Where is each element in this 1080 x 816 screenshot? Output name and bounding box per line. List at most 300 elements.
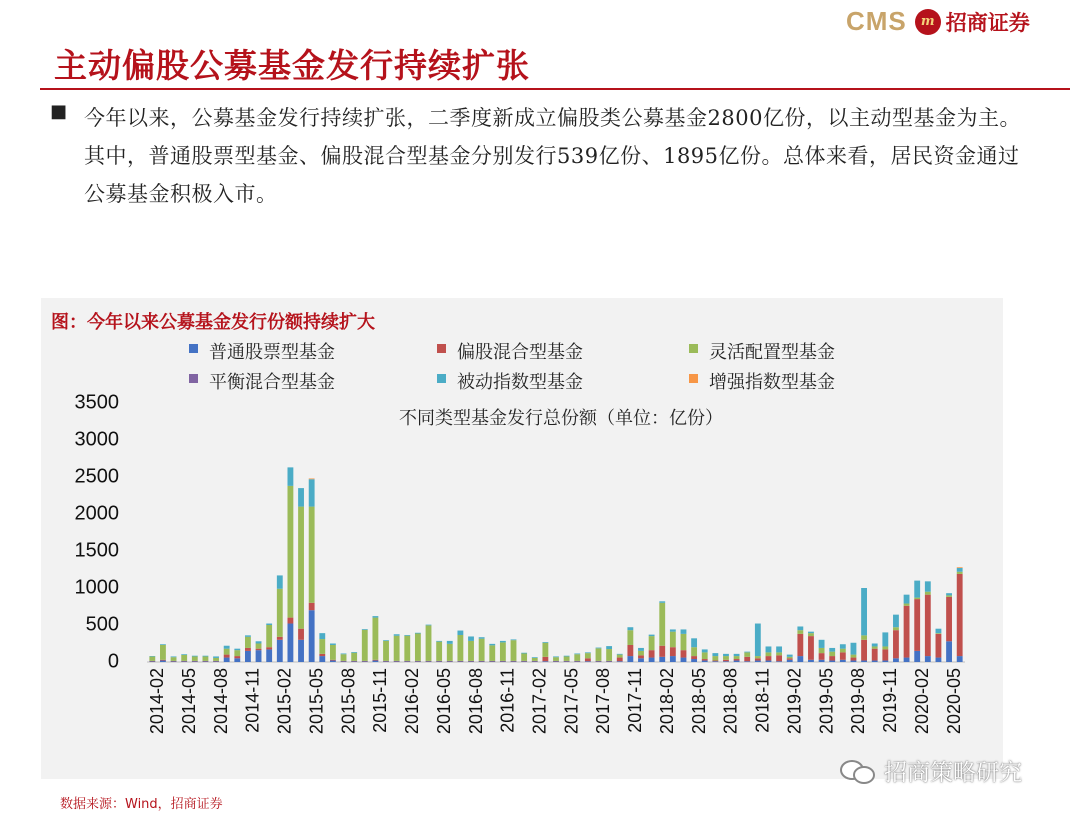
bar-segment	[893, 615, 899, 628]
bar-segment	[372, 660, 378, 661]
bar-segment	[447, 661, 453, 662]
bar-segment	[181, 661, 187, 662]
bar-segment	[957, 572, 963, 574]
bar-segment	[245, 651, 251, 662]
bar-segment	[500, 641, 506, 642]
bar-segment	[415, 634, 421, 661]
bar-segment	[341, 654, 347, 661]
bar-segment	[734, 661, 740, 662]
bar-segment	[702, 649, 708, 652]
legend-label: 被动指数型基金	[457, 372, 583, 393]
bar-segment	[936, 629, 942, 633]
bar-segment	[426, 661, 432, 662]
x-tick-label: 2017-02	[529, 668, 550, 735]
bar-segment	[787, 657, 793, 658]
x-tick-label: 2015-02	[274, 668, 295, 735]
x-tick-label: 2018-11	[752, 668, 773, 733]
bar-segment	[277, 637, 283, 640]
bar-segment	[489, 661, 495, 662]
bar-segment	[712, 661, 718, 662]
bar-segment	[617, 661, 623, 662]
bar-segment	[436, 642, 442, 661]
bar-segment	[362, 661, 368, 662]
x-tick-label: 2016-02	[402, 668, 423, 735]
legend-swatch	[689, 374, 698, 383]
bar-segment	[542, 657, 548, 661]
bar-segment	[617, 658, 623, 662]
bar-segment	[585, 658, 591, 661]
bar-segment	[723, 656, 729, 660]
bar-segment	[203, 656, 209, 657]
bar-segment	[744, 657, 750, 661]
bar-segment	[521, 661, 527, 662]
bar-segment	[670, 632, 676, 648]
bar-segment	[287, 624, 293, 662]
bar-segment	[840, 652, 846, 659]
bar-segment	[808, 660, 814, 662]
x-tick-label: 2016-08	[465, 668, 486, 735]
bar-segment	[181, 654, 187, 655]
bar-segment	[160, 661, 166, 662]
bar-segment	[192, 656, 198, 657]
bar-segment	[904, 595, 910, 604]
bar-segment	[436, 641, 442, 642]
bar-segment	[277, 589, 283, 637]
bar-segment	[234, 658, 240, 662]
bar-segment	[925, 595, 931, 656]
watermark	[840, 754, 1022, 787]
bar-segment	[797, 626, 803, 630]
bar-segment	[638, 651, 644, 655]
bar-segment	[426, 625, 432, 661]
bar-segment	[691, 656, 697, 659]
bar-segment	[553, 661, 559, 662]
bar-segment	[394, 634, 400, 635]
bar-segment	[404, 661, 410, 662]
bar-segment	[872, 649, 878, 661]
summary-bullet	[50, 99, 1025, 213]
bar-segment	[808, 636, 814, 660]
bar-segment	[266, 647, 272, 649]
bar-segment	[893, 658, 899, 662]
bar-segment	[500, 642, 506, 661]
bar-segment	[904, 606, 910, 658]
x-tick-label: 2020-02	[911, 668, 932, 735]
bar-segment	[734, 656, 740, 659]
bar-segment	[447, 644, 453, 661]
bar-segment	[702, 661, 708, 662]
bar-segment	[914, 651, 920, 662]
bar-segment	[479, 661, 485, 662]
bar-segment	[319, 639, 325, 654]
bar-segment	[872, 661, 878, 662]
bar-segment	[744, 652, 750, 656]
bar-segment	[383, 640, 389, 641]
bar-segment	[542, 661, 548, 662]
bar-segment	[691, 638, 697, 647]
bar-segment	[457, 661, 463, 662]
bar-segment	[256, 650, 262, 662]
bar-segment	[585, 653, 591, 658]
bar-segment	[649, 635, 655, 636]
bar-segment	[861, 661, 867, 662]
bar-segment	[256, 644, 262, 649]
bar-segment	[787, 660, 793, 662]
bar-segment	[596, 661, 602, 662]
bar-segment	[457, 635, 463, 661]
bar-segment	[553, 656, 559, 657]
bar-segment	[882, 646, 888, 649]
bar-segment	[468, 636, 474, 640]
bar-segment	[925, 656, 931, 662]
bar-segment	[712, 656, 718, 660]
bar-segment	[330, 660, 336, 661]
bar-segment	[734, 659, 740, 660]
bar-segment	[574, 653, 580, 654]
bar-segment	[149, 656, 155, 657]
y-tick-label: 2500	[74, 465, 119, 488]
y-tick-label: 1500	[74, 539, 119, 562]
wechat-icon	[840, 758, 878, 784]
bar-segment	[287, 467, 293, 486]
bar-segment	[489, 644, 495, 645]
bar-segment	[351, 653, 357, 661]
bar-segment	[394, 661, 400, 662]
bar-segment	[797, 630, 803, 634]
bar-segment	[574, 661, 580, 662]
bar-segment	[532, 661, 538, 662]
bar-segment	[840, 649, 846, 653]
bar-segment	[649, 650, 655, 657]
bar-segment	[670, 656, 676, 662]
bar-segment	[415, 661, 421, 662]
bar-segment	[404, 635, 410, 636]
bar-segment	[511, 640, 517, 661]
bar-segment	[298, 629, 304, 640]
bar-segment	[606, 646, 612, 649]
legend-label: 灵活配置型基金	[709, 342, 835, 363]
legend-label: 偏股混合型基金	[457, 342, 583, 363]
bar-segment	[670, 629, 676, 631]
bar-segment	[659, 646, 665, 657]
bar-segment	[330, 644, 336, 645]
bar-segment	[532, 657, 538, 658]
bar-segment	[234, 649, 240, 650]
bar-segment	[277, 640, 283, 662]
bar-segment	[203, 661, 209, 662]
page-title: 主动偏股公募基金发行持续扩张	[54, 46, 530, 85]
bar-segment	[224, 649, 230, 655]
bar-segment	[946, 597, 952, 641]
bar-segment	[627, 645, 633, 656]
bar-segment	[627, 627, 633, 630]
bar-segment	[819, 640, 825, 648]
bar-segment	[309, 479, 315, 506]
legend-label: 平衡混合型基金	[209, 372, 335, 393]
bar-segment	[776, 646, 782, 652]
bar-segment	[904, 604, 910, 606]
bar-segment	[925, 592, 931, 595]
y-tick-label: 1000	[74, 576, 119, 599]
bar-segment	[341, 661, 347, 662]
bar-segment	[776, 661, 782, 662]
legend-swatch	[437, 344, 446, 353]
bar-segment	[691, 647, 697, 656]
bar-segment	[521, 653, 527, 660]
bar-segment	[298, 507, 304, 629]
legend-label: 普通股票型基金	[209, 342, 335, 363]
summary-text: 今年以来，公募基金发行持续扩张，二季度新成立偏股类公募基金2800亿份，以主动型基金为主。其中，普通股票型基金、偏股混合型基金分别发行539亿份、1895亿份。总体来看，居民资金通过公募基金积极入市。	[84, 106, 1021, 206]
bar-segment	[861, 640, 867, 661]
stacked-bar-chart	[41, 298, 1003, 779]
bar-segment	[585, 661, 591, 662]
bar-segment	[372, 661, 378, 662]
bar-segment	[829, 652, 835, 656]
bar-segment	[766, 661, 772, 662]
bar-segment	[787, 655, 793, 657]
bar-segment	[149, 656, 155, 660]
bar-segment	[946, 595, 952, 596]
bar-segment	[681, 634, 687, 650]
x-tick-label: 2019-05	[816, 668, 837, 735]
bar-segment	[893, 630, 899, 658]
bar-segment	[840, 660, 846, 662]
bar-segment	[606, 649, 612, 661]
chart-subtitle: 不同类型基金发行总份额（单位：亿份）	[399, 408, 723, 429]
bar-segment	[691, 659, 697, 662]
legend-swatch	[437, 374, 446, 383]
bar-segment	[298, 640, 304, 662]
bar-segment	[627, 630, 633, 645]
bar-segment	[755, 658, 761, 660]
bar-segment	[829, 661, 835, 662]
x-tick-label: 2016-11	[497, 668, 518, 733]
square-bullet-icon: ■	[50, 101, 68, 122]
bar-segment	[882, 661, 888, 662]
bar-segment	[766, 646, 772, 652]
bar-segment	[829, 648, 835, 652]
brand-logo	[846, 6, 1030, 37]
bar-segment	[904, 658, 910, 662]
x-tick-label: 2017-05	[561, 668, 582, 735]
logo-mark-icon: m	[915, 9, 941, 35]
bar-segment	[936, 633, 942, 634]
legend-swatch	[689, 344, 698, 353]
bar-segment	[957, 567, 963, 568]
bar-segment	[479, 637, 485, 638]
bar-segment	[203, 656, 209, 660]
x-tick-label: 2014-11	[242, 668, 263, 733]
bar-segment	[309, 603, 315, 610]
bar-segment	[585, 652, 591, 653]
bar-segment	[681, 629, 687, 633]
bar-segment	[224, 646, 230, 649]
bar-segment	[819, 648, 825, 653]
bar-segment	[882, 632, 888, 646]
bar-segment	[787, 658, 793, 659]
bar-segment	[309, 507, 315, 603]
bar-segment	[234, 650, 240, 656]
x-tick-label: 2016-05	[433, 668, 454, 735]
bar-segment	[245, 637, 251, 648]
bar-segment	[638, 658, 644, 662]
bar-segment	[723, 654, 729, 656]
bar-segment	[574, 654, 580, 661]
bar-segment	[468, 641, 474, 661]
legend-label: 增强指数型基金	[709, 372, 835, 393]
bar-segment	[351, 652, 357, 653]
bar-segment	[394, 636, 400, 661]
bar-segment	[287, 618, 293, 624]
bar-segment	[171, 661, 177, 662]
bar-segment	[872, 646, 878, 648]
bar-segment	[266, 624, 272, 625]
data-source: 数据来源：Wind，招商证券	[60, 797, 223, 812]
bar-segment	[319, 656, 325, 662]
bar-segment	[702, 659, 708, 660]
bar-segment	[277, 575, 283, 588]
legend-swatch	[189, 374, 198, 383]
title-divider	[40, 88, 1070, 90]
bar-segment	[351, 661, 357, 662]
bar-segment	[946, 641, 952, 662]
bar-segment	[266, 649, 272, 662]
bar-segment	[744, 652, 750, 653]
bar-segment	[914, 598, 920, 599]
bar-segment	[861, 588, 867, 635]
bar-segment	[851, 661, 857, 662]
bar-segment	[829, 656, 835, 660]
bar-segment	[564, 661, 570, 662]
bar-segment	[766, 652, 772, 656]
x-tick-label: 2019-08	[848, 668, 869, 735]
bar-segment	[840, 644, 846, 648]
bar-segment	[936, 658, 942, 662]
bar-segment	[744, 661, 750, 662]
bar-segment	[776, 652, 782, 655]
bar-segment	[224, 655, 230, 658]
x-tick-label: 2020-05	[943, 668, 964, 735]
bar-segment	[192, 656, 198, 660]
bar-segment	[596, 648, 602, 661]
bar-segment	[596, 648, 602, 649]
bar-segment	[362, 630, 368, 661]
bar-segment	[234, 656, 240, 658]
bar-segment	[808, 633, 814, 636]
bar-segment	[224, 658, 230, 662]
bar-segment	[426, 625, 432, 626]
bar-segment	[213, 658, 219, 661]
bar-segment	[404, 636, 410, 661]
bar-segment	[319, 633, 325, 639]
bar-segment	[617, 654, 623, 655]
bar-segment	[851, 643, 857, 655]
bar-segment	[723, 660, 729, 661]
bar-segment	[149, 661, 155, 662]
bar-segment	[882, 649, 888, 660]
bar-segment	[309, 478, 315, 479]
bar-segment	[213, 661, 219, 662]
bar-segment	[712, 661, 718, 662]
bar-segment	[925, 581, 931, 591]
x-tick-label: 2018-02	[656, 668, 677, 735]
bar-segment	[287, 486, 293, 618]
bar-segment	[372, 618, 378, 660]
bar-segment	[861, 635, 867, 639]
bar-segment	[776, 655, 782, 661]
bar-segment	[712, 653, 718, 656]
bar-segment	[511, 661, 517, 662]
bar-segment	[734, 654, 740, 656]
bar-segment	[564, 656, 570, 657]
bar-segment	[606, 661, 612, 662]
bar-segment	[532, 658, 538, 661]
bar-segment	[638, 655, 644, 658]
bar-segment	[319, 654, 325, 656]
bar-segment	[160, 660, 166, 661]
bar-segment	[649, 658, 655, 662]
bar-segment	[511, 639, 517, 640]
logo-company-name: 招商证券	[945, 9, 1030, 35]
bar-segment	[659, 657, 665, 662]
bar-segment	[755, 661, 761, 662]
x-tick-label: 2015-05	[306, 668, 327, 735]
bar-segment	[946, 593, 952, 595]
bar-segment	[808, 632, 814, 633]
bar-segment	[617, 655, 623, 658]
x-tick-label: 2015-08	[338, 668, 359, 735]
bar-segment	[362, 629, 368, 630]
bar-segment	[723, 661, 729, 662]
bar-segment	[436, 661, 442, 662]
bar-segment	[341, 653, 347, 654]
legend-swatch	[189, 344, 198, 353]
bar-segment	[171, 656, 177, 657]
bar-segment	[447, 641, 453, 644]
bar-segment	[872, 644, 878, 647]
bar-segment	[659, 603, 665, 646]
bar-segment	[330, 645, 336, 660]
bar-segment	[479, 639, 485, 661]
y-tick-label: 3000	[74, 428, 119, 451]
x-tick-label: 2014-05	[178, 668, 199, 735]
x-tick-label: 2015-11	[370, 668, 391, 733]
chart-caption: 图：今年以来公募基金发行份额持续扩大	[51, 312, 375, 333]
watermark-text: 招商策略研究	[884, 760, 1022, 786]
x-tick-label: 2019-02	[784, 668, 805, 735]
bar-segment	[383, 641, 389, 661]
bar-segment	[383, 661, 389, 662]
bar-segment	[213, 656, 219, 657]
bar-segment	[468, 661, 474, 662]
bar-segment	[766, 656, 772, 660]
bar-segment	[553, 657, 559, 661]
bar-segment	[755, 656, 761, 658]
bar-segment	[521, 653, 527, 654]
x-tick-label: 2014-08	[210, 668, 231, 735]
bar-segment	[649, 636, 655, 650]
logo-cms-text: CMS	[846, 6, 907, 36]
bar-segment	[914, 599, 920, 651]
bar-segment	[245, 648, 251, 651]
bar-segment	[330, 661, 336, 662]
bar-segment	[160, 644, 166, 645]
x-tick-label: 2017-08	[593, 668, 614, 735]
bar-segment	[819, 660, 825, 662]
bar-segment	[797, 634, 803, 656]
x-tick-label: 2017-11	[625, 668, 646, 733]
bar-segment	[457, 631, 463, 635]
